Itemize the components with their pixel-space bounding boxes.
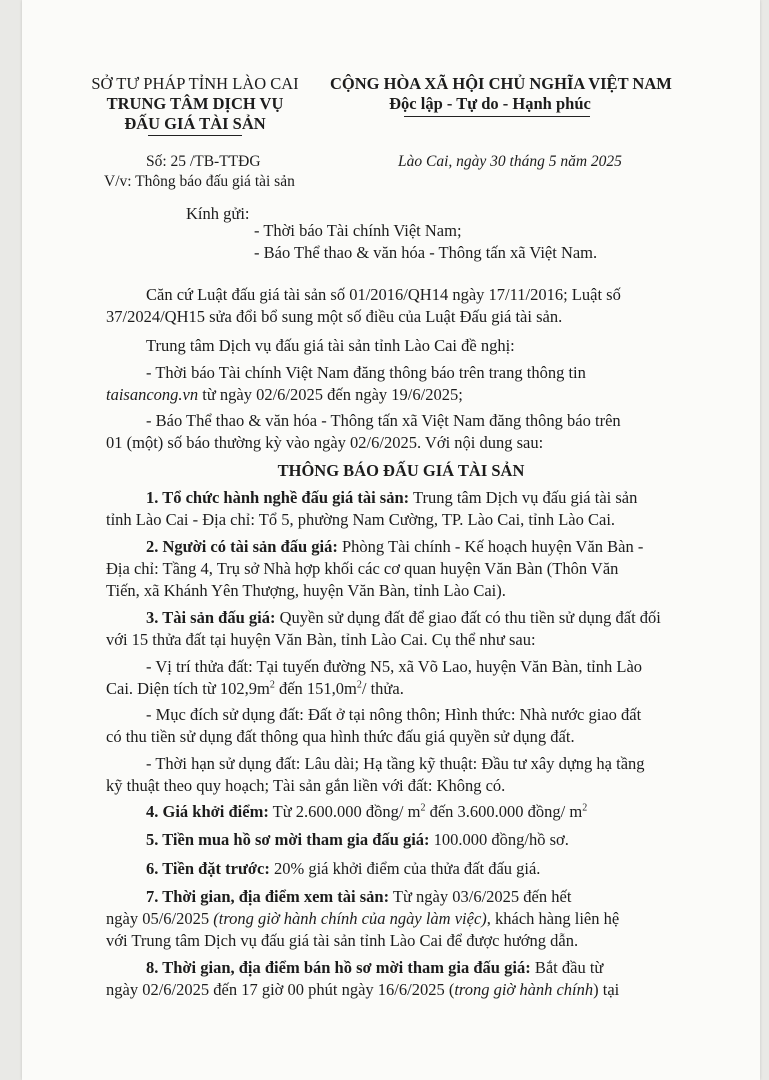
location-line-1: - Vị trí thửa đất: Tại tuyến đường N5, xã Võ Lao, huyện Văn Bàn, tỉnh Lào <box>146 657 643 676</box>
section-8-line-1: 8. Thời gian, địa điểm bán hồ sơ mời tham gia đấu giá: Bắt đầu từ <box>146 958 604 977</box>
motto-underline <box>404 116 590 117</box>
section-3-location <box>106 656 696 700</box>
term-line-2: kỹ thuật theo quy hoạch; Tài sản gắn liền với đất: Không có. <box>106 776 506 795</box>
section-2-line-3: Tiến, xã Khánh Yên Thượng, huyện Văn Bàn, tỉnh Lào Cai). <box>106 581 506 600</box>
section-7-line-1: 7. Thời gian, địa điểm xem tài sản: Từ ngày 03/6/2025 đến hết <box>146 887 572 906</box>
purpose-line-1: - Mục đích sử dụng đất: Đất ở tại nông thôn; Hình thức: Nhà nước giao đất <box>146 705 642 724</box>
document-subject: V/v: Thông báo đấu giá tài sản <box>104 173 295 190</box>
legal-basis-paragraph <box>106 284 696 328</box>
request-item-1 <box>106 362 696 406</box>
request-item-2-line-2: 01 (một) số báo thường kỳ vào ngày 02/6/2025. Với nội dung sau: <box>106 433 544 452</box>
legal-basis-line-1: Căn cứ Luật đấu giá tài sản số 01/2016/QH14 ngày 17/11/2016; Luật số <box>146 285 621 304</box>
section-1 <box>106 487 696 531</box>
notice-title: THÔNG BÁO ĐẤU GIÁ TÀI SẢN <box>277 461 525 480</box>
section-2 <box>106 536 696 602</box>
request-item-1-line-1: - Thời báo Tài chính Việt Nam đăng thông báo trên trang thông tin <box>146 363 586 382</box>
section-4: 4. Giá khởi điểm: Từ 2.600.000 đồng/ $m^2$ đến 3.600.000 đồng/ $m^2$ <box>146 802 588 821</box>
section-5: 5. Tiền mua hồ sơ mời tham gia đấu giá: 100.000 đồng/hồ sơ. <box>146 830 569 849</box>
recipient-2: - Báo Thể thao & văn hóa - Thông tấn xã Việt Nam. <box>254 243 598 262</box>
request-intro: Trung tâm Dịch vụ đấu giá tài sản tỉnh Lào Cai đề nghị: <box>146 336 515 355</box>
legal-basis-line-2: 37/2024/QH15 sửa đổi bổ sung một số điều của Luật Đấu giá tài sản. <box>106 307 563 326</box>
greeting: Kính gửi: <box>186 204 250 223</box>
org-line-1: SỞ TƯ PHÁP TỈNH LÀO CAI <box>91 74 299 93</box>
section-1-line-1: 1. Tổ chức hành nghề đấu giá tài sản: Trung tâm Dịch vụ đấu giá tài sản <box>146 488 638 507</box>
org-underline <box>148 135 242 136</box>
recipient-1: - Thời báo Tài chính Việt Nam; <box>254 221 462 240</box>
national-heading <box>330 74 672 114</box>
nation-line-2: Độc lập - Tự do - Hạnh phúc <box>389 94 591 113</box>
section-3 <box>106 607 696 651</box>
section-6: 6. Tiền đặt trước: 20% giá khởi điểm của thửa đất đấu giá. <box>146 859 541 878</box>
issuing-organization <box>80 74 310 134</box>
request-item-1-line-2: taisancong.vn từ ngày 02/6/2025 đến ngày 19/6/2025; <box>106 385 463 404</box>
section-3-line-2: với 15 thửa đất tại huyện Văn Bàn, tỉnh Lào Cai. Cụ thể như sau: <box>106 630 536 649</box>
place-and-date: Lào Cai, ngày 30 tháng 5 năm 2025 <box>398 153 622 170</box>
location-line-2: Cai. Diện tích từ $102,9m^2$ đến $151,0m^2/$ thửa. <box>106 679 404 698</box>
nation-line-1: CỘNG HÒA XÃ HỘI CHỦ NGHĨA VIỆT NAM <box>330 74 672 93</box>
section-8 <box>106 957 696 1001</box>
section-3-line-1: 3. Tài sản đấu giá: Quyền sử dụng đất để giao đất có thu tiền sử dụng đất đối <box>146 608 661 627</box>
purpose-line-2: có thu tiền sử dụng đất thông qua hình thức đấu giá quyền sử dụng đất. <box>106 727 575 746</box>
section-2-line-2: Địa chỉ: Tầng 4, Trụ sở Nhà hợp khối các cơ quan huyện Văn Bàn (Thôn Văn <box>106 559 619 578</box>
document-number: Số: 25 /TB-TTĐG <box>146 153 261 170</box>
org-line-3: ĐẤU GIÁ TÀI SẢN <box>124 114 266 133</box>
section-7-line-2: ngày 05/6/2025 (trong giờ hành chính của ngày làm việc), khách hàng liên hệ <box>106 909 620 928</box>
section-1-line-2: tỉnh Lào Cai - Địa chỉ: Tổ 5, phường Nam Cường, TP. Lào Cai, tỉnh Lào Cai. <box>106 510 616 529</box>
request-item-2 <box>106 410 696 454</box>
section-3-purpose <box>106 704 696 748</box>
term-line-1: - Thời hạn sử dụng đất: Lâu dài; Hạ tầng kỹ thuật: Đầu tư xây dựng hạ tầng <box>146 754 645 773</box>
section-2-line-1: 2. Người có tài sản đấu giá: Phòng Tài chính - Kế hoạch huyện Văn Bàn - <box>146 537 644 556</box>
request-item-2-line-1: - Báo Thể thao & văn hóa - Thông tấn xã Việt Nam đăng thông báo trên <box>146 411 621 430</box>
section-3-term <box>106 753 696 797</box>
section-8-line-2: ngày 02/6/2025 đến 17 giờ 00 phút ngày 16/6/2025 (trong giờ hành chính) tại <box>106 980 620 999</box>
section-7-line-3: với Trung tâm Dịch vụ đấu giá tài sản tỉnh Lào Cai để được hướng dẫn. <box>106 931 579 950</box>
org-line-2: TRUNG TÂM DỊCH VỤ <box>106 94 284 113</box>
section-7 <box>106 886 696 952</box>
